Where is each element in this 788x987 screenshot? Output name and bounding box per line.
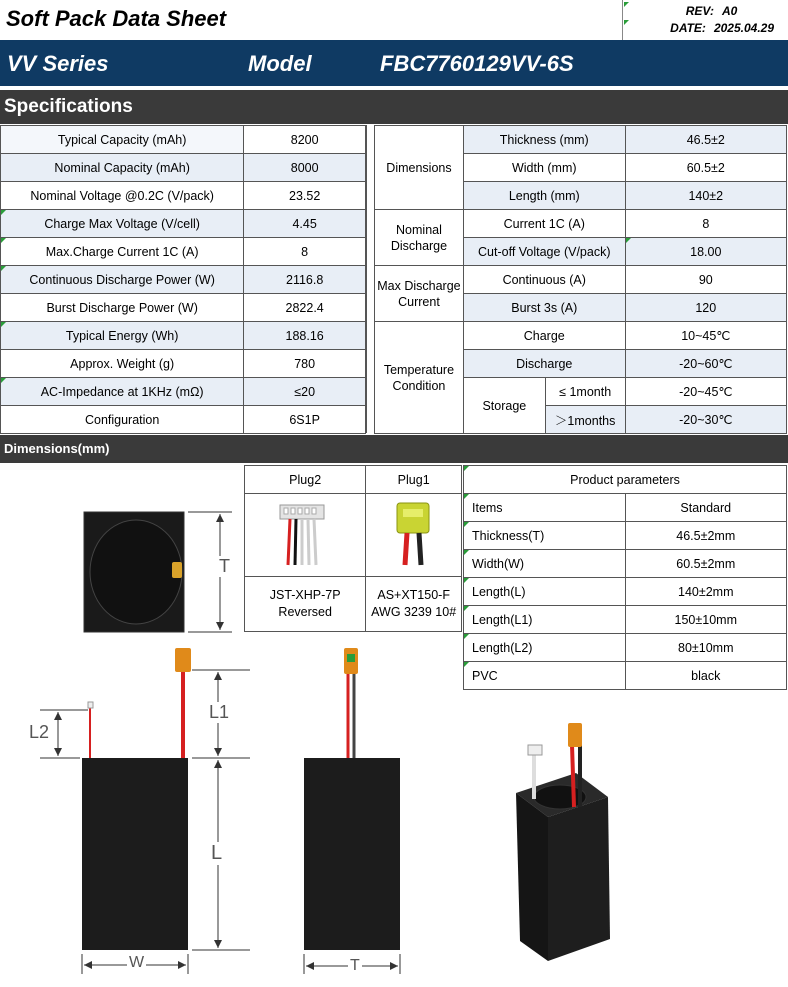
param-value: black	[625, 662, 786, 690]
spec-label: Charge Max Voltage (V/cell)	[1, 210, 244, 238]
param-value: 46.5±2mm	[625, 522, 786, 550]
cell-marker	[464, 522, 469, 527]
spec-label: Typical Energy (Wh)	[1, 322, 244, 350]
spec-value: 10~45℃	[625, 322, 786, 350]
spec-value: 2116.8	[244, 266, 366, 294]
product-parameters-title: Product parameters	[464, 466, 787, 494]
spec-value: -20~45℃	[625, 378, 786, 406]
dimensions-heading: Dimensions(mm)	[0, 435, 788, 463]
dim-label-l2: L2	[29, 722, 50, 742]
spec-value: 60.5±2	[625, 154, 786, 182]
date-value: 2025.04.29	[713, 21, 774, 35]
table-row	[1, 238, 366, 266]
spec-value: 23.52	[244, 182, 366, 210]
group-dimensions: Dimensions	[375, 126, 464, 210]
spec-label: Burst Discharge Power (W)	[1, 294, 244, 322]
table-row	[245, 466, 462, 494]
spec-label: Current 1C (A)	[463, 210, 625, 238]
param-item: Length(L1)	[464, 606, 626, 634]
table-row	[464, 550, 787, 578]
table-row	[1, 210, 366, 238]
cell-marker	[464, 606, 469, 611]
table-row	[1, 294, 366, 322]
cell-marker	[464, 550, 469, 555]
plug2-name	[245, 577, 366, 632]
spec-label: Discharge	[463, 350, 625, 378]
rev-label: REV:	[685, 4, 714, 18]
spec-label: Nominal Capacity (mAh)	[1, 154, 244, 182]
spec-label: Configuration	[1, 406, 244, 434]
spec-label: Max.Charge Current 1C (A)	[1, 238, 244, 266]
table-row	[464, 466, 787, 494]
table-row	[464, 522, 787, 550]
spec-label: Width (mm)	[463, 154, 625, 182]
series-name: VV Series	[7, 51, 109, 76]
spec-value: -20~30℃	[625, 406, 786, 434]
cell-marker	[464, 494, 469, 499]
param-item: Length(L)	[464, 578, 626, 606]
spec-label: Charge	[463, 322, 625, 350]
param-item: Length(L2)	[464, 634, 626, 662]
group-nominal-discharge: Nominal Discharge	[375, 210, 464, 266]
param-item: Width(W)	[464, 550, 626, 578]
cell-marker	[626, 238, 631, 243]
cell-marker	[1, 238, 6, 243]
right-spec-table	[374, 125, 787, 434]
param-value: 60.5±2mm	[625, 550, 786, 578]
table-row	[464, 634, 787, 662]
spec-label: AC-Impedance at 1KHz (mΩ)	[1, 378, 244, 406]
spec-label: Thickness (mm)	[463, 126, 625, 154]
spec-value: 2822.4	[244, 294, 366, 322]
dim-label-w: W	[129, 954, 145, 971]
group-max-discharge: Max Discharge Current	[375, 266, 464, 322]
dim-label-l: L	[211, 842, 223, 864]
table-row	[1, 406, 366, 434]
plug1-image-cell	[366, 494, 462, 577]
storage-label: Storage	[463, 378, 545, 434]
plug1-label: Plug1	[366, 466, 462, 494]
spec-label: Continuous (A)	[463, 266, 625, 294]
cell-marker	[1, 322, 6, 327]
table-row	[245, 577, 462, 632]
plug2-image-cell	[245, 494, 366, 577]
spec-label: Continuous Discharge Power (W)	[1, 266, 244, 294]
spec-value: 4.45	[244, 210, 366, 238]
spec-label: ＞1months	[545, 406, 625, 434]
jst-connector-icon	[270, 499, 340, 569]
spec-value: 8	[625, 210, 786, 238]
spec-value: 8200	[244, 126, 366, 154]
spec-label: Approx. Weight (g)	[1, 350, 244, 378]
table-row	[464, 494, 787, 522]
table-row	[1, 182, 366, 210]
page-title: Soft Pack Data Sheet	[6, 6, 227, 31]
spec-label: Length (mm)	[463, 182, 625, 210]
spec-label: Nominal Voltage @0.2C (V/pack)	[1, 182, 244, 210]
rev-value: A0	[721, 4, 738, 18]
dim-label-l1: L1	[209, 702, 230, 722]
plug1-name	[366, 577, 462, 632]
spec-label: Typical Capacity (mAh)	[1, 126, 244, 154]
cell-marker	[624, 20, 629, 25]
cell-marker	[1, 378, 6, 383]
plug1-name-line2: AWG 3239 10#	[371, 605, 457, 619]
cell-marker	[1, 210, 6, 215]
table-row	[1, 378, 366, 406]
dim-label-t-side: T	[350, 957, 360, 974]
spec-value: 120	[625, 294, 786, 322]
plug2-name-text: JST-XHP-7P Reversed	[269, 588, 341, 619]
spec-value: 18.00	[625, 238, 786, 266]
plug1-name-line1: AS+XT150-F	[377, 588, 450, 602]
date-label: DATE:	[670, 21, 706, 35]
table-row	[245, 494, 462, 577]
param-item: PVC	[464, 662, 626, 690]
battery-side-view	[290, 640, 410, 980]
cell-marker	[464, 578, 469, 583]
cell-marker	[464, 634, 469, 639]
battery-front-view	[20, 640, 250, 980]
xt150-connector-icon	[389, 499, 439, 569]
table-row	[1, 154, 366, 182]
param-value: 140±2mm	[625, 578, 786, 606]
spec-value: 8	[244, 238, 366, 266]
battery-top-view	[80, 508, 240, 638]
param-item: Thickness(T)	[464, 522, 626, 550]
table-row	[464, 662, 787, 690]
table-row	[464, 606, 787, 634]
plug2-label: Plug2	[245, 466, 366, 494]
left-spec-table	[0, 125, 366, 434]
spec-value: 140±2	[625, 182, 786, 210]
param-value: 150±10mm	[625, 606, 786, 634]
model-bar	[0, 40, 788, 86]
cell-marker	[464, 466, 469, 471]
model-label: Model	[248, 51, 312, 76]
battery-3d-view	[500, 715, 630, 965]
cell-marker	[464, 662, 469, 667]
cell-marker	[1, 266, 6, 271]
product-parameters-table	[463, 465, 787, 690]
items-header: Items	[464, 494, 626, 522]
table-row	[375, 322, 787, 350]
table-row	[375, 126, 787, 154]
dim-label-t-top: T	[219, 556, 230, 576]
table-row	[1, 322, 366, 350]
table-row	[1, 350, 366, 378]
group-temperature: Temperature Condition	[375, 322, 464, 434]
spec-value: 90	[625, 266, 786, 294]
table-row	[375, 210, 787, 238]
header-divider	[622, 0, 623, 40]
specifications-heading: Specifications	[0, 90, 788, 124]
table-row	[1, 126, 366, 154]
table-row	[1, 266, 366, 294]
table-row	[375, 266, 787, 294]
table-row	[464, 578, 787, 606]
cell-marker	[624, 2, 629, 7]
spec-value: 46.5±2	[625, 126, 786, 154]
standard-header: Standard	[625, 494, 786, 522]
plug-table	[244, 465, 462, 632]
spec-value: -20~60℃	[625, 350, 786, 378]
param-value: 80±10mm	[625, 634, 786, 662]
spec-label: Cut-off Voltage (V/pack)	[463, 238, 625, 266]
spec-value: 6S1P	[244, 406, 366, 434]
spec-value: 188.16	[244, 322, 366, 350]
spec-label: ≤ 1month	[545, 378, 625, 406]
model-value: FBC7760129VV-6S	[380, 51, 574, 76]
spec-value: 780	[244, 350, 366, 378]
spec-value: ≤20	[244, 378, 366, 406]
spec-value: 8000	[244, 154, 366, 182]
revision-info	[670, 3, 774, 37]
spec-label: Burst 3s (A)	[463, 294, 625, 322]
